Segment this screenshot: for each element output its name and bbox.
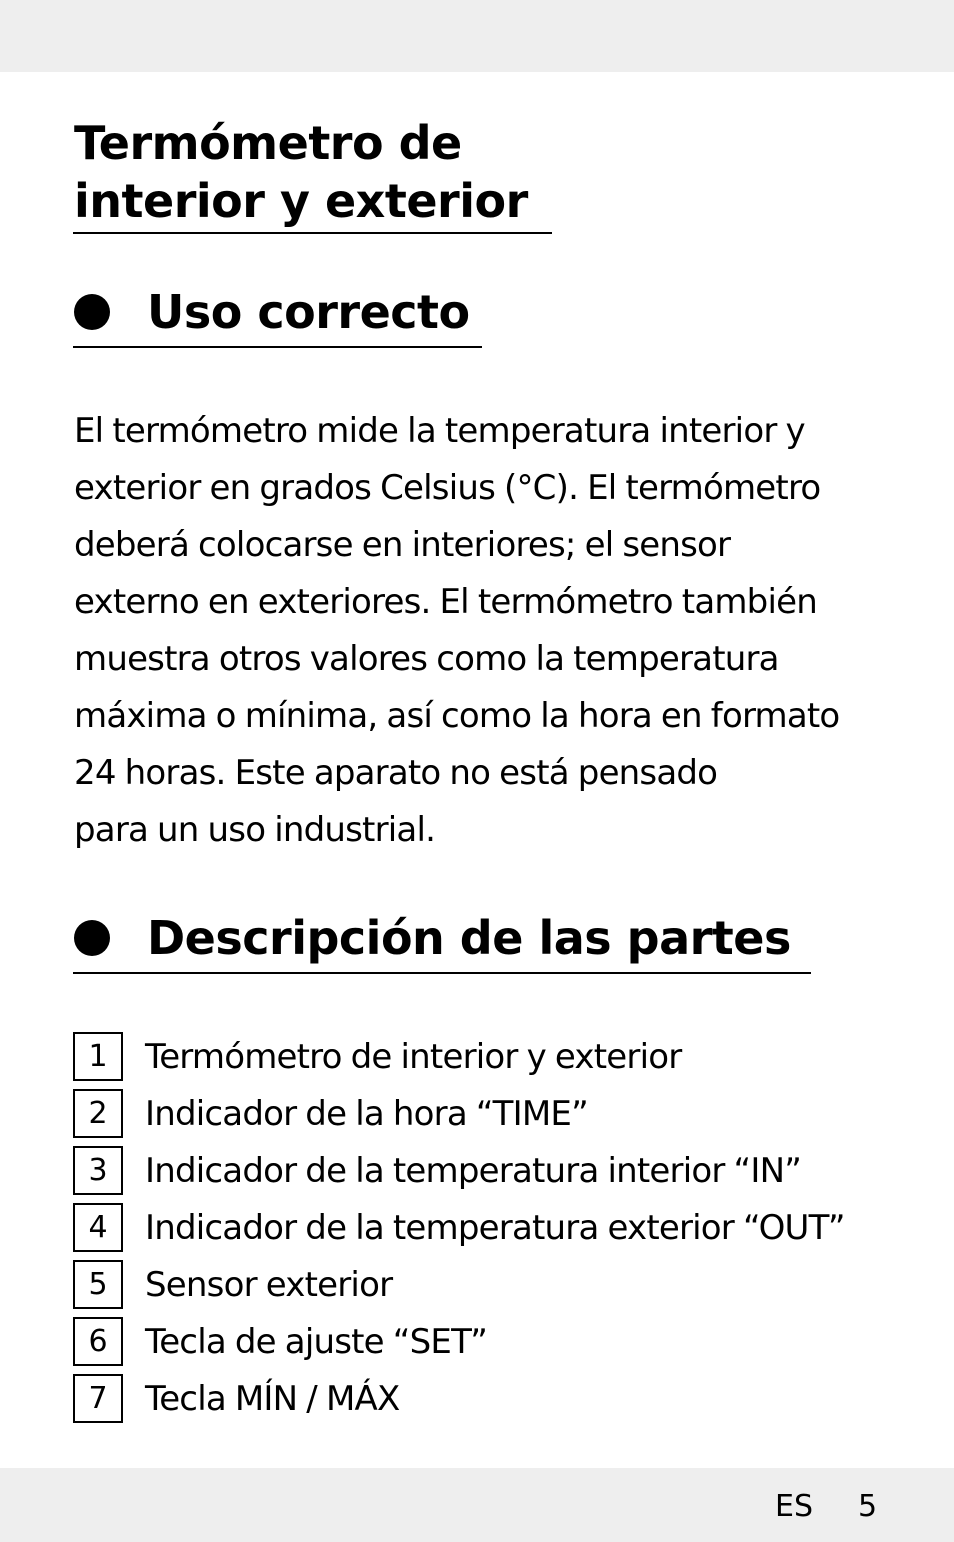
page-title-line: interior y exterior	[74, 174, 528, 228]
paragraph-line: exterior en grados Celsius (°C). El termómetro	[74, 468, 821, 508]
footer-language-code: ES	[775, 1489, 813, 1524]
section-heading-descripcion	[74, 908, 791, 968]
bullet-icon	[74, 294, 110, 330]
part-label: Tecla de ajuste “SET”	[145, 1321, 488, 1362]
parts-list	[73, 1028, 845, 1427]
list-item	[73, 1199, 845, 1256]
list-item	[73, 1028, 845, 1085]
section-title: Uso correcto	[147, 285, 470, 339]
paragraph-line: máxima o mínima, así como la hora en formato	[74, 696, 840, 736]
list-item	[73, 1142, 845, 1199]
part-number-box: 7	[73, 1374, 123, 1423]
part-number-box: 4	[73, 1203, 123, 1252]
part-number-box: 6	[73, 1317, 123, 1366]
part-number-box: 5	[73, 1260, 123, 1309]
list-item	[73, 1256, 845, 1313]
paragraph-line: 24 horas. Este aparato no está pensado	[74, 753, 718, 793]
paragraph-line: muestra otros valores como la temperatura	[74, 639, 779, 679]
part-number-box: 2	[73, 1089, 123, 1138]
title-underline	[73, 232, 552, 234]
paragraph-line: El termómetro mide la temperatura interior y	[74, 411, 805, 451]
top-margin-band	[0, 0, 954, 72]
page-title-line: Termómetro de	[74, 116, 462, 170]
paragraph-line: externo en exteriores. El termómetro también	[74, 582, 817, 622]
part-label: Termómetro de interior y exterior	[145, 1036, 682, 1077]
section-underline	[73, 972, 811, 974]
paragraph-line: deberá colocarse en interiores; el sensor	[74, 525, 731, 565]
part-number-box: 3	[73, 1146, 123, 1195]
body-paragraph	[74, 403, 904, 859]
paragraph-line: para un uso industrial.	[74, 810, 436, 850]
bullet-icon	[74, 920, 110, 956]
part-label: Indicador de la temperatura interior “IN”	[145, 1150, 802, 1191]
part-label: Indicador de la hora “TIME”	[145, 1093, 588, 1134]
list-item	[73, 1313, 845, 1370]
list-item	[73, 1085, 845, 1142]
section-title: Descripción de las partes	[147, 911, 791, 965]
part-label: Sensor exterior	[145, 1264, 393, 1305]
footer-page-number: 5	[858, 1489, 878, 1524]
part-label: Tecla MÍN / MÁX	[145, 1378, 400, 1419]
part-label: Indicador de la temperatura exterior “OUT”	[145, 1207, 845, 1248]
section-underline	[73, 346, 482, 348]
page-title	[74, 114, 528, 230]
list-item	[73, 1370, 845, 1427]
part-number-box: 1	[73, 1032, 123, 1081]
section-heading-uso-correcto	[74, 282, 470, 342]
